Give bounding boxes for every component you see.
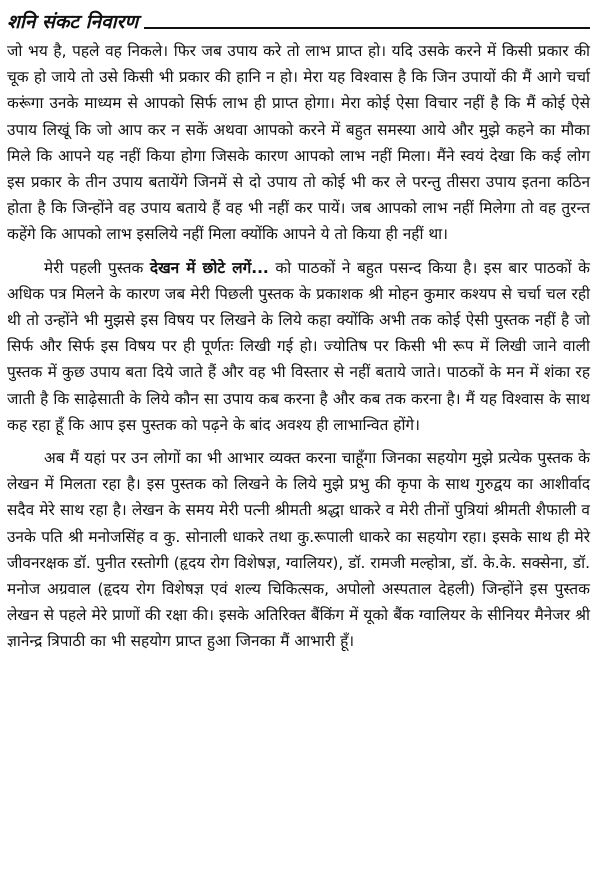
paragraph-2-lead: मेरी पहली पुस्तक [44,258,150,277]
paragraph-2 [7,255,590,438]
paragraph-1: जो भय है, पहले वह निकले। फिर जब उपाय करे तो लाभ प्राप्त हो। यदि उसके करने में किसी प्रकार की चूक हो जाये तो उसे किसी भी प्रकार की हानि न हो। मेरा यह विश्वास है कि जिन उपायों की मैं आगे चर्चा करूंगा उनके माध्यम से आपको सिर्फ लाभ ही प्राप्त होगा। मेरा कोई ऐसा विचार नहीं है कि मैं कोई ऐसे उपाय लिखूं कि जो आप कर न सकें अथवा आपको करने में बहुत समस्या आये और मुझे कहने का मौका मिले कि आपने यह नहीं किया होगा जिसके कारण आपको लाभ नहीं मिला। मैंने स्वयं देखा कि कई लोग इस प्रकार के तीन उपाय बतायेंगे जिनमें से दो उपाय तो कोई भी कर ले परन्तु तीसरा उपाय इतना कठिन होता है कि जिन्होंने वह उपाय बताये हैं वह भी नहीं कर पायें। जब आपको लाभ नहीं मिलेगा तो वह तुरन्त कहेंगे कि आपको लाभ इसलिये नहीं मिला क्योंकि आपने ये तो किया ही नहीं था। [7,42,590,244]
paragraph-3: अब मैं यहां पर उन लोगों का भी आभार व्यक्त करना चाहूँगा जिनका सहयोग मुझे प्रत्येक पुस्तक के लेखन में मिलता रहा है। इस पुस्तक को लिखने के लिये मुझे प्रभु की कृपा के साथ गुरुद्वय का आशीर्वाद सदैव मेरे साथ रहा है। लेखन के समय मेरी पत्नी श्रीमती श्रद्धा धाकरे व मेरी तीनों पुत्रियां श्रीमती शैफाली व उनके पति श्री मनोजसिंह व कु. सोनाली धाकरे तथा कु.रूपाली धाकरे का सहयोग रहा। इसके साथ ही मेरे जीवनरक्षक डॉ. पुनीत रस्तोगी (हृदय रोग विशेषज्ञ, ग्वालियर), डॉ. रामजी मल्होत्रा, डॉ. के.के. सक्सेना, डॉ. मनोज अग्रवाल (हृदय रोग विशेषज्ञ एवं शल्य चिकित्सक, अपोलो अस्पताल देहली) जिन्होंने इस पुस्तक लेखन से पहले मेरे प्राणों की रक्षा की। इसके अतिरिक्त बैंकिंग में यूको बैंक ग्वालियर के सीनियर मैनेजर श्री ज्ञानेन्द्र त्रिपाठी का भी सहयोग प्राप्त हुआ जिनका मैं आभारी हूँ। [7,449,590,651]
book-title-bold: देखन में छोटे लगें... [149,258,269,277]
paragraph-2-rest: को पाठकों ने बहुत पसन्द किया है। इस बार पाठकों के अधिक पत्र मिलने के कारण जब मेरी पिछली पुस्तक के प्रकाशक श्री मोहन कुमार कश्यप से चर्चा चल रही थी तो उन्होंने भी मुझसे इस विषय पर लिखने के लिये कहा क्योंकि अभी तक कोई ऐसी पुस्तक नहीं है जो सिर्फ और सिर्फ इस विषय पर ही पूर्णतः लिखी गई हो। ज्योतिष पर किसी भी रूप में लिखी जाने वाली पुस्तक में कुछ उपाय बता दिये जाते हैं और वह भी विस्तार से नहीं बताये जाते। पाठकों के मन में शंका रह जाती है कि साढ़ेसाती के लिये कौन सा उपाय कब करना है और कब तक करना है। मैं यह विश्वास के साथ कह रहा हूँ कि आप इस पुस्तक को पढ़ने के बांद अवश्य ही लाभान्वित होंगे। [7,258,590,434]
page-header [7,4,590,34]
header-rule [144,27,590,29]
running-title: शनि संकट निवारण [7,11,139,33]
